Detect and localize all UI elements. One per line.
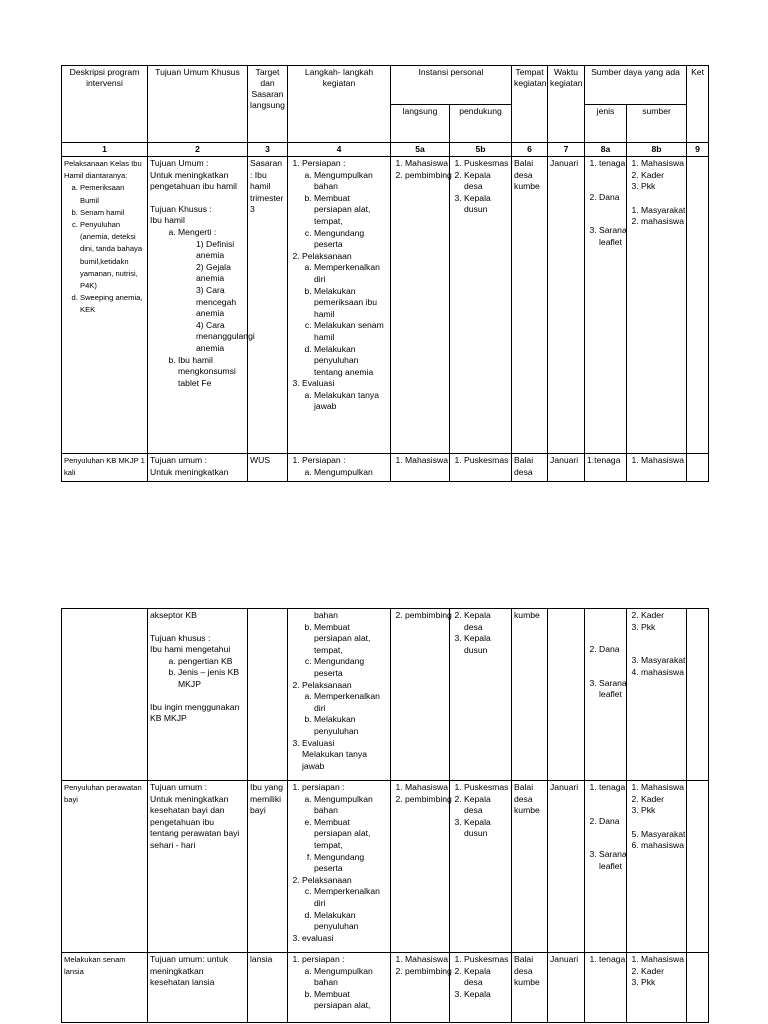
list-item: 1. Mahasiswa bbox=[405, 782, 447, 794]
list-item bbox=[178, 226, 255, 355]
list-item: 2. mahasiswa bbox=[641, 216, 684, 228]
column-number-row bbox=[62, 143, 709, 157]
list-item: 1. Puskesmas bbox=[464, 954, 509, 966]
list-item: 2. pembimbing bbox=[405, 794, 447, 806]
header-row bbox=[62, 66, 709, 105]
target-cell: Ibu yang memiliki bayi bbox=[248, 781, 288, 953]
list-item: 4) Cara menanggulangi anemia bbox=[196, 319, 255, 353]
tk-a-label: Mengerti : bbox=[178, 226, 217, 237]
list-item: a. Melakukan tanya jawab bbox=[314, 390, 388, 413]
list-item: 1. Mahasiswa bbox=[405, 455, 447, 467]
ket-cell bbox=[687, 953, 709, 1023]
ket-cell bbox=[687, 609, 709, 781]
tujuan-umum-label: Tujuan umum : bbox=[150, 782, 207, 792]
table-row bbox=[62, 157, 709, 454]
list-item: 1. Mahasiswa bbox=[405, 954, 447, 966]
list-item: 1. persiapan : a. Mengumpulkan bahan e. Membuat persiapan alat, tempat, f. Mengundang peserta bbox=[302, 782, 388, 875]
jenis-cell bbox=[585, 781, 627, 953]
col-header-jenis: jenis bbox=[585, 104, 627, 143]
list-item: 2. Kepala desa bbox=[464, 966, 509, 989]
tujuan-khusus-label: Tujuan khusus : bbox=[150, 632, 211, 643]
col-header-sumber: Sumber daya yang ada bbox=[585, 66, 687, 105]
column-number: 5a bbox=[391, 143, 450, 157]
col-header-deskripsi: Deskripsi program intervensi bbox=[62, 66, 148, 143]
pendukung-cell bbox=[450, 781, 512, 953]
list-item: 1. Masyarakat bbox=[641, 205, 684, 217]
list-item: a. Mengumpulkan bahan bbox=[314, 794, 388, 817]
program-cell bbox=[62, 609, 148, 781]
list-item: 1) Definisi anemia bbox=[196, 238, 235, 261]
tempat-cell: Balai desa kumbe bbox=[512, 781, 548, 953]
col-header-pendukung: pendukung bbox=[450, 104, 512, 143]
waktu-cell: Januari bbox=[548, 953, 585, 1023]
column-number: 6 bbox=[512, 143, 548, 157]
list-item: b. Melakukan pemeriksaan ibu hamil bbox=[314, 286, 388, 321]
intervention-table-page1 bbox=[61, 65, 709, 482]
langsung-cell bbox=[391, 454, 450, 482]
jenis-cell bbox=[585, 157, 627, 454]
program-cell: Penyuluhan KB MKJP 1 kali bbox=[62, 454, 148, 482]
tujuan-cell bbox=[148, 157, 255, 454]
column-number: 5b bbox=[450, 143, 512, 157]
list-item: 3. Sarana leaflet bbox=[599, 849, 624, 872]
list-item: b. Senam hamil bbox=[80, 207, 145, 219]
list-item: a. Mengumpulkan bbox=[314, 467, 388, 479]
program-cell: Melakukan senam lansia bbox=[62, 953, 148, 1023]
list-item: 2. Pelaksanaan a. Memperkenalkan diri b. Melakukan pemeriksaan ibu hamil c. Melakukan senam hamil d. Melakukan penyuluhan tentang anemia bbox=[302, 251, 388, 379]
waktu-cell bbox=[548, 609, 585, 781]
list-item: 2. Dana bbox=[599, 192, 624, 204]
list-item: 3. Pkk bbox=[641, 622, 684, 634]
list-item: 1. Mahasiswa bbox=[641, 782, 684, 794]
list-item: b. Membuat persiapan alat, bbox=[314, 989, 388, 1012]
column-number: 1 bbox=[62, 143, 148, 157]
langkah-cell bbox=[288, 609, 391, 781]
tujuan-khusus-text: Ibu hami mengetahui bbox=[150, 644, 231, 655]
tujuan-umum-text: Untuk meningkatkan kesehatan bayi dan pengetahuan ibu tentang perawatan bayi sehari - hari bbox=[150, 793, 240, 850]
waktu-cell: Januari bbox=[548, 157, 585, 454]
list-item: c. Mengundang peserta bbox=[314, 228, 388, 251]
list-item: 2. Pelaksanaan c. Memperkenalkan diri d. Melakukan penyuluhan bbox=[302, 875, 388, 933]
column-number: 8b bbox=[627, 143, 687, 157]
list-item: c. Penyuluhan (anemia, deteksi dini, tanda bahaya bumil,ketidakn yamanan, nutrisi, P4K) bbox=[80, 219, 145, 292]
list-item: 2. pembimbing bbox=[405, 170, 447, 182]
tujuan-cell bbox=[148, 781, 248, 953]
column-number: 8a bbox=[585, 143, 627, 157]
list-item: 2. Kader bbox=[641, 794, 684, 806]
tujuan-cell bbox=[148, 454, 248, 482]
list-item: 3. Evaluasi a. Melakukan tanya jawab bbox=[302, 378, 388, 413]
list-item: 4. mahasiswa bbox=[641, 667, 684, 679]
list-item: d. Melakukan penyuluhan tentang anemia bbox=[314, 344, 388, 379]
waktu-cell: Januari bbox=[548, 454, 585, 482]
ket-cell bbox=[687, 781, 709, 953]
col-header-tempat: Tempat kegiatan bbox=[512, 66, 548, 143]
list-item: 2. Kepala desa bbox=[464, 794, 509, 817]
langkah-cell bbox=[288, 157, 391, 454]
list-item: 1. persiapan : a. Mengumpulkan bahan b. Membuat persiapan alat, bbox=[302, 954, 388, 1012]
list-item: 1. Persiapan : a. Mengumpulkan bbox=[302, 455, 388, 478]
list-item: 1. Puskesmas bbox=[464, 782, 509, 794]
list-item: b. Jenis – jenis KB MKJP bbox=[178, 667, 245, 690]
table-row bbox=[62, 781, 709, 953]
list-item: 3. Pkk bbox=[641, 181, 684, 193]
program-title: Pelaksanaan Kelas Ibu Hamil diantaranya: bbox=[64, 159, 142, 181]
tujuan-umum-label: Tujuan Umum : bbox=[150, 158, 209, 168]
list-item: 2. pembimbing bbox=[405, 966, 447, 978]
tujuan-umum-label: Tujuan umum : bbox=[150, 455, 207, 465]
list-item: 2. Kader bbox=[641, 610, 684, 622]
sumber-cell bbox=[627, 953, 687, 1023]
list-item: 2. Kader bbox=[641, 170, 684, 182]
tujuan-umum-text: Untuk meningkatkan pengetahuan ibu hamil bbox=[150, 169, 237, 192]
column-number: 7 bbox=[548, 143, 585, 157]
list-item: a. Mengumpulkan bahan bbox=[314, 170, 388, 193]
tempat-cell: Balai desa kumbe bbox=[512, 157, 548, 454]
list-item: a. Mengumpulkan bahan bbox=[314, 966, 388, 989]
target-cell: Sasaran : Ibu hamil trimester 3 bbox=[248, 157, 288, 454]
list-item: b. Melakukan penyuluhan bbox=[314, 714, 388, 737]
list-item: 3. evaluasi bbox=[302, 933, 388, 945]
sumber-cell bbox=[627, 454, 687, 482]
bahan-text: bahan bbox=[314, 610, 338, 620]
waktu-cell: Januari bbox=[548, 781, 585, 953]
sumber-cell bbox=[627, 781, 687, 953]
list-item: b. Membuat persiapan alat, tempat, bbox=[314, 193, 388, 228]
list-item: 2. Pelaksanaan a. Memperkenalkan diri b. Melakukan penyuluhan bbox=[302, 680, 388, 738]
pendukung-cell bbox=[450, 454, 512, 482]
col-header-langsung: langsung bbox=[391, 104, 450, 143]
list-item: 1. Mahasiswa bbox=[405, 158, 447, 170]
evaluasi-text: Melakukan tanya jawab bbox=[302, 749, 367, 771]
program-cell: Penyuluhan perawatan bayi bbox=[62, 781, 148, 953]
list-item: 3. Kepala bbox=[464, 989, 509, 1001]
list-item: a. Memperkenalkan diri bbox=[314, 691, 388, 714]
pendukung-cell bbox=[450, 157, 512, 454]
col-header-sumber-sub: sumber bbox=[627, 104, 687, 143]
list-item: 3. Kepala dusun bbox=[464, 817, 509, 840]
list-item: d. Melakukan penyuluhan bbox=[314, 910, 388, 933]
col-header-ket: Ket bbox=[687, 66, 709, 143]
list-item: e. Membuat persiapan alat, tempat, bbox=[314, 817, 388, 852]
list-item: 3. Kepala dusun bbox=[464, 193, 509, 216]
sumber-cell bbox=[627, 157, 687, 454]
list-item: 6. mahasiswa bbox=[641, 840, 684, 852]
list-item: b. Ibu hamil mengkonsumsi tablet Fe bbox=[178, 355, 245, 390]
list-item: 2) Gejala anemia bbox=[196, 261, 231, 284]
tujuan-umum-text: akseptor KB bbox=[150, 610, 197, 620]
column-number: 9 bbox=[687, 143, 709, 157]
tujuan-cell bbox=[148, 609, 248, 781]
list-item: 2. Kepala desa bbox=[464, 610, 509, 633]
list-item: 3. Evaluasi Melakukan tanya jawab bbox=[302, 738, 388, 773]
list-item: 1. Mahasiswa bbox=[641, 158, 684, 170]
intervention-table-page2 bbox=[61, 608, 709, 1023]
list-item: 3. Sarana leaflet bbox=[599, 225, 624, 248]
pendukung-cell bbox=[450, 609, 512, 781]
list-item: a. Memperkenalkan diri bbox=[314, 262, 388, 285]
langsung-cell bbox=[391, 609, 450, 781]
langkah-cell bbox=[288, 953, 391, 1023]
list-item: 3. Pkk bbox=[641, 977, 684, 989]
jenis-cell: 1.tenaga bbox=[585, 454, 627, 482]
ket-cell bbox=[687, 454, 709, 482]
column-number: 4 bbox=[288, 143, 391, 157]
langkah-cell bbox=[288, 781, 391, 953]
list-item: 1. tenaga bbox=[599, 954, 624, 966]
target-cell bbox=[248, 609, 288, 781]
column-number: 3 bbox=[248, 143, 288, 157]
list-item: 2. Kepala desa bbox=[464, 170, 509, 193]
list-item: 2. pembimbing bbox=[405, 610, 447, 622]
program-cell bbox=[62, 157, 148, 454]
list-item: c. Mengundang peserta bbox=[314, 656, 388, 679]
list-item: a. Pemeriksaan Bumil bbox=[80, 182, 145, 206]
list-item: 3. Masyarakat bbox=[641, 655, 684, 667]
list-item: 1. Mahasiswa bbox=[641, 954, 684, 966]
jenis-cell bbox=[585, 609, 627, 781]
list-item: 1. Puskesmas bbox=[464, 158, 509, 170]
ket-cell bbox=[687, 157, 709, 454]
tempat-cell: Balai desa kumbe bbox=[512, 953, 548, 1023]
table-row bbox=[62, 953, 709, 1023]
target-cell: WUS bbox=[248, 454, 288, 482]
target-cell: lansia bbox=[248, 953, 288, 1023]
col-header-langkah: Langkah- langkah kegiatan bbox=[288, 66, 391, 143]
list-item: 2. Kader bbox=[641, 966, 684, 978]
table-row bbox=[62, 454, 709, 482]
list-item: 1. Puskesmas bbox=[464, 455, 509, 467]
list-item: 1. Mahasiswa bbox=[641, 455, 684, 467]
list-item: 3. Sarana leaflet bbox=[599, 678, 624, 701]
pendukung-cell bbox=[450, 953, 512, 1023]
list-item: 2. Dana bbox=[599, 644, 624, 656]
list-item: 1. tenaga bbox=[599, 782, 624, 794]
ibu-ingin-text: Ibu ingin menggunakan KB MKJP bbox=[150, 701, 240, 724]
list-item: c. Memperkenalkan diri bbox=[314, 886, 388, 909]
sumber-cell bbox=[627, 609, 687, 781]
langsung-cell bbox=[391, 157, 450, 454]
col-header-target: Target dan Sasaran langsung bbox=[248, 66, 288, 143]
tujuan-khusus-label: Tujuan Khusus : bbox=[150, 203, 212, 214]
list-item: 1. tenaga bbox=[599, 158, 624, 170]
list-item: 3. Pkk bbox=[641, 805, 684, 817]
list-item: d. Sweeping anemia, KEK bbox=[80, 292, 145, 316]
list-item: b. Membuat persiapan alat, tempat, bbox=[314, 622, 388, 657]
table-row bbox=[62, 609, 709, 781]
column-number: 2 bbox=[148, 143, 248, 157]
list-item: c. Melakukan senam hamil bbox=[314, 320, 388, 343]
list-item: 5. Masyarakat bbox=[641, 829, 684, 841]
col-header-waktu: Waktu kegiatan bbox=[548, 66, 585, 143]
list-item: f. Mengundang peserta bbox=[314, 852, 388, 875]
jenis-cell bbox=[585, 953, 627, 1023]
col-header-instansi: Instansi personal bbox=[391, 66, 512, 105]
tujuan-cell: Tujuan umum: untuk meningkatkan kesehatan lansia bbox=[148, 953, 248, 1023]
list-item: 3. Kepala dusun bbox=[464, 633, 509, 656]
langkah-cell bbox=[288, 454, 391, 482]
tujuan-khusus-subject: Ibu hamil bbox=[150, 215, 185, 226]
list-item: 1. Persiapan : a. Mengumpulkan bahan b. Membuat persiapan alat, tempat, c. Mengundang peserta bbox=[302, 158, 388, 251]
col-header-tujuan: Tujuan Umum Khusus bbox=[148, 66, 248, 143]
list-item: 2. Dana bbox=[599, 816, 624, 828]
tempat-cell: kumbe bbox=[512, 609, 548, 781]
tujuan-umum-text: Untuk meningkatkan bbox=[150, 466, 229, 477]
langsung-cell bbox=[391, 953, 450, 1023]
list-item: 3) Cara mencegah anemia bbox=[196, 284, 237, 319]
langsung-cell bbox=[391, 781, 450, 953]
tempat-cell: Balai desa bbox=[512, 454, 548, 482]
list-item: a. pengertian KB bbox=[178, 656, 245, 668]
